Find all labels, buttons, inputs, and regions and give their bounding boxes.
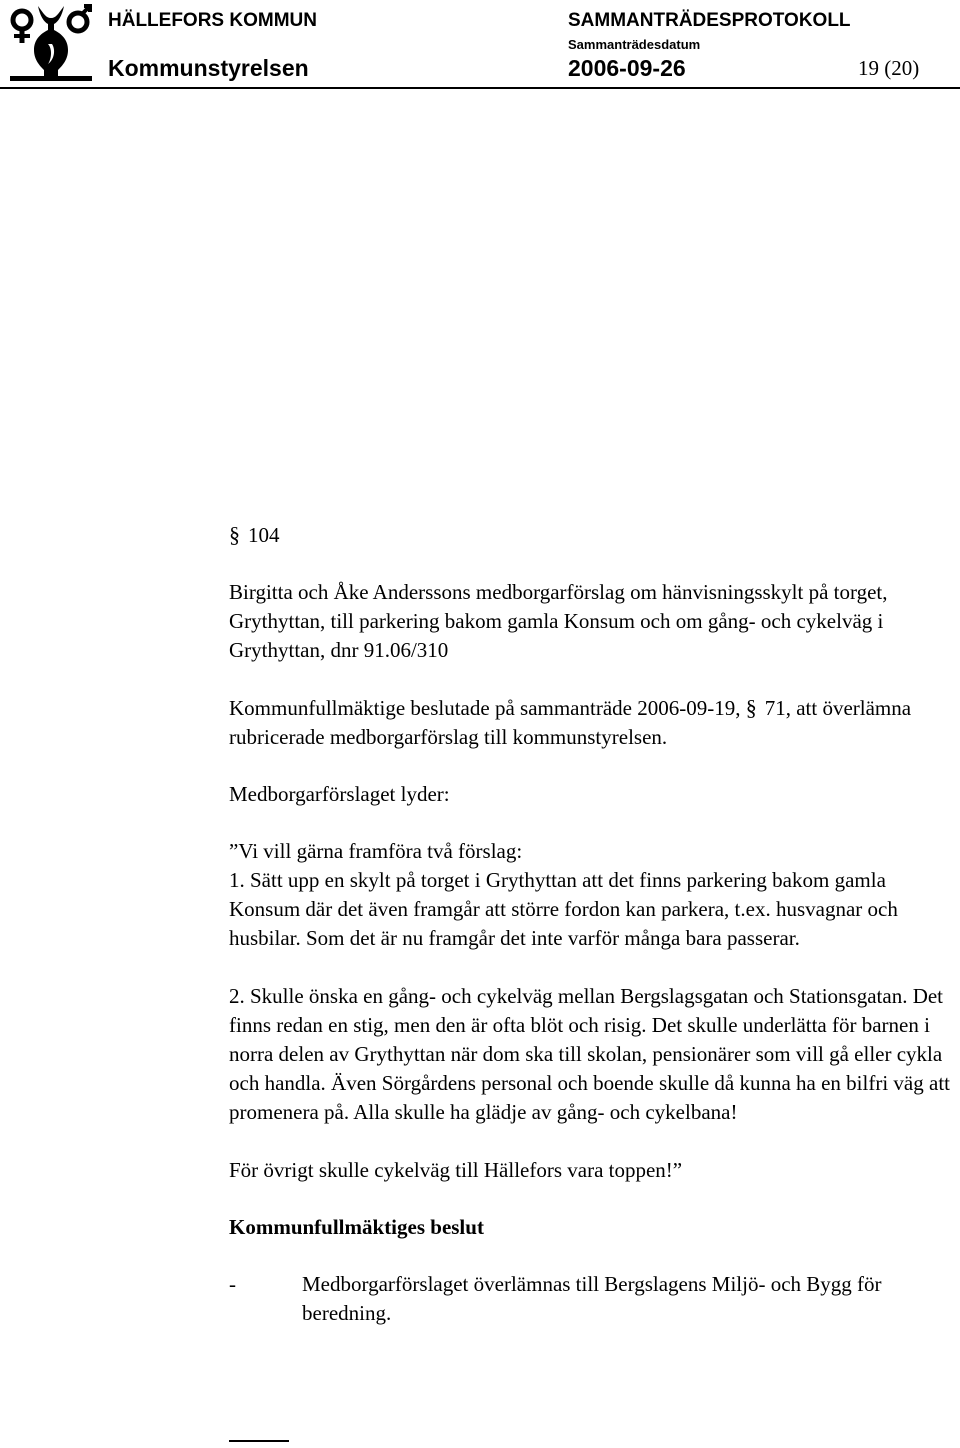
paragraph-number — [229, 520, 951, 550]
proposal-item-2: 2. Skulle önska en gång- och cykelväg mellan Bergslagsgatan och Stationsgatan. Det finns redan en stig, men den är ofta blöt och risig. Det skulle underlätta för barnen i norra delen av Grythyttan när dom ska till skolan, pensionärer som vill gå eller cykla och handla. Även Sörgårdens personal och boende skulle då kunna ha en bilfri väg att promenera på. Alla skulle ha glädje av gång- och cykelbana! — [229, 984, 950, 1124]
intro-section-symbol: § — [745, 695, 757, 720]
intro-text — [229, 693, 951, 752]
page-header — [0, 0, 960, 88]
closing-remark: För övrigt skulle cykelväg till Hällefors vara toppen!” — [229, 1158, 683, 1182]
meeting-date: 2006-09-26 — [568, 55, 686, 81]
proposal-item-1: 1. Sätt upp en skylt på torget i Grythyttan att det finns parkering bakom gamla Konsum där det även framgår att större fordon kan parkera, t.ex. husvagnar och husbilar. Som det är nu framgår det inte varför många bara passerar. — [229, 868, 898, 950]
page-number: 19 (20) — [858, 56, 920, 80]
committee-name: Kommunstyrelsen — [108, 55, 309, 81]
hallefors-coat-of-arms-icon — [8, 4, 94, 82]
document-body — [229, 520, 951, 1328]
paragraph-number-value: 104 — [248, 523, 280, 547]
decision-text: Medborgarförslaget överlämnas till Bergslagens Miljö- och Bygg för beredning. — [302, 1272, 882, 1325]
paragraph-title: Birgitta och Åke Anderssons medborgarförslag om hänvisningsskylt på torget, Grythyttan, till parkering bakom gamla Konsum och om gång- och cykelväg i Grythyttan, dnr 91.06/310 — [229, 580, 888, 662]
header-divider — [0, 87, 960, 89]
quote-open: ”Vi vill gärna framföra två förslag: — [229, 839, 523, 863]
decision-dash: - — [229, 1272, 236, 1296]
date-label: Sammanträdesdatum — [568, 37, 701, 52]
intro-text-before: Kommunfullmäktige beslutade på sammanträde 2006-09-19, — [229, 696, 741, 720]
organization-name: HÄLLEFORS KOMMUN — [108, 10, 317, 31]
document-type: SAMMANTRÄDESPROTOKOLL — [568, 10, 851, 31]
decision-item — [229, 1270, 951, 1328]
decision-heading: Kommunfullmäktiges beslut — [229, 1215, 484, 1239]
intro-text-after: 71, att överlämna rubricerade medborgarförslag till kommunstyrelsen. — [229, 696, 912, 749]
proposal-lead: Medborgarförslaget lyder: — [229, 782, 450, 806]
section-symbol: § — [229, 522, 240, 547]
end-rule — [229, 1440, 289, 1442]
